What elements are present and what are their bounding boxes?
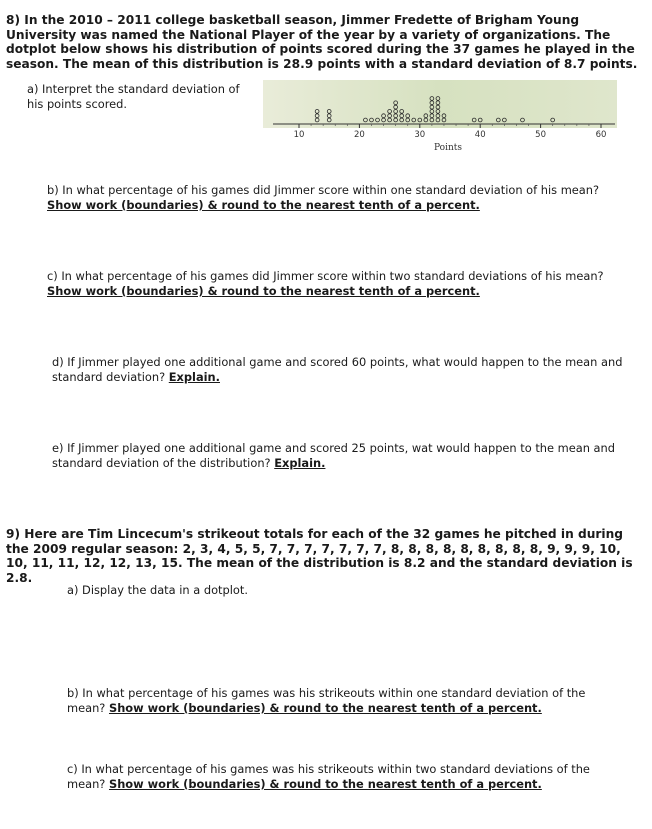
q9c-text: c) In what percentage of his games was his strikeouts within two standard deviations of the mean? [67,762,590,791]
q8c [47,269,627,299]
q9c [67,762,612,792]
q8d [52,355,627,385]
q8d-instruction: Explain. [168,369,220,384]
tick-label: 40 [474,130,486,140]
q8b-instruction: Show work (boundaries) & round to the nearest tenth of a percent. [47,197,480,212]
q8c-instruction: Show work (boundaries) & round to the nearest tenth of a percent. [47,283,480,298]
q8e-text: e) If Jimmer played one additional game and scored 25 points, wat would happen to the mean and standard deviation of the distribution? [52,441,615,470]
q8e-instruction: Explain. [274,455,326,470]
q8c-text: c) In what percentage of his games did Jimmer score within two standard deviations of his mean? [47,269,604,283]
tick-label: 50 [535,130,547,140]
dotplot-xlabel: Points [433,143,463,153]
q9b-text: b) In what percentage of his games was his strikeouts within one standard deviation of the mean? [67,686,586,715]
tick-label: 30 [414,130,426,140]
q8-intro: 8) In the 2010 – 2011 college basketball season, Jimmer Fredette of Brigham Young University was named the National Player of the year by a variety of organizations. The dotplot below shows his distribution of points scored during the 37 games he played in the season. The mean of this distribution is 28.9 points with a standard deviation of 8.7 points. [6,13,638,71]
q9b [67,686,612,716]
tick-label: 20 [353,130,365,140]
q9-intro: 9) Here are Tim Lincecum's strikeout totals for each of the 32 games he pitched in during the 2009 regular season: 2, 3, 4, 5, 5, 7, 7, 7, 7, 7, 7, 7, 8, 8, 8, 8, 8, 8, 8, 8, 8, 9, 9, 9, 10, 10, 11, 11, 12, 12, 13, 15. The mean of the distribution is 8.2 and the standard deviation is 2.8. [6,527,633,585]
q8a-text: a) Interpret the standard deviation of his points scored. [27,82,240,111]
q8e [52,441,637,471]
points-dotplot [263,80,617,160]
tick-label: 60 [595,130,607,140]
q8b-text: b) In what percentage of his games did Jimmer score within one standard deviation of his mean? [47,183,600,197]
q9a-text: a) Display the data in a dotplot. [67,583,248,597]
q8d-text: d) If Jimmer played one additional game and scored 60 points, what would happen to the mean and standard deviation? [52,355,623,384]
tick-label: 10 [293,130,305,140]
q9b-instruction: Show work (boundaries) & round to the nearest tenth of a percent. [108,700,542,715]
q9c-instruction: Show work (boundaries) & round to the nearest tenth of a percent. [108,776,542,791]
q8b [47,183,627,213]
